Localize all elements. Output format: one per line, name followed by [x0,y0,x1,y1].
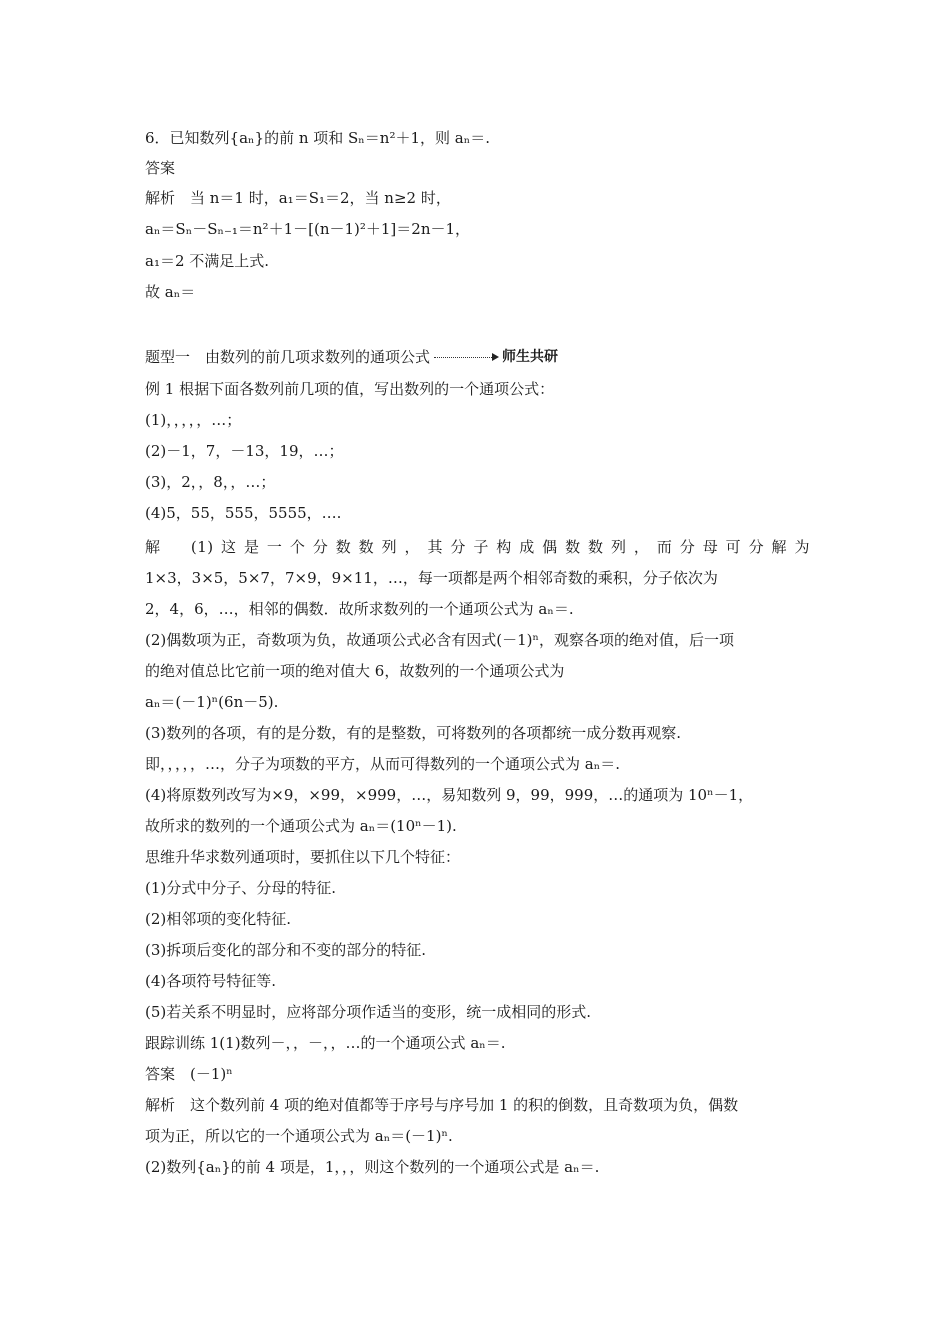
insight-item-5: (5)若关系不明显时，应将部分项作适当的变形，统一成相同的形式. [145,1003,592,1021]
practice-1-answer: 答案 (－1)ⁿ [145,1065,233,1083]
problem-6-statement: 6．已知数列{aₙ}的前 n 项和 Sₙ＝n²＋1，则 aₙ＝. [145,129,490,147]
dotted-arrow-icon [434,357,492,358]
insight-item-1: (1)分式中分子、分母的特征. [145,879,337,897]
insight-item-4: (4)各项符号特征等. [145,972,277,990]
example-1-item-4: (4)5，55，555，5555，…. [145,504,342,522]
solution-4-line-1: (4)将原数列改写为×9，×99，×999，…，易知数列 9，99，999，…的通项为 10ⁿ－1， [145,786,754,804]
practice-1-statement: 跟踪训练 1(1)数列－，，－，，…的一个通项公式 aₙ＝. [145,1034,506,1052]
example-1-item-2: (2)－1，7，－13，19，…； [145,442,344,460]
example-1-item-3: (3)，2，，8，，…； [145,473,276,491]
solution-1-line-1: 解 (1)这是一个分数数列，其分子构成偶数数列，而分母可分解为 [145,538,810,556]
practice-1-analysis-line-1: 解析 这个数列前 4 项的绝对值都等于序号与序号加 1 的积的倒数，且奇数项为负，偶数 [145,1096,739,1114]
analysis-conclusion: 故 aₙ＝ [145,283,196,301]
solution-1-line-2: 1×3，3×5，5×7，7×9，9×11，…，每一项都是两个相邻奇数的乘积，分子依次为 [145,569,718,587]
solution-3-line-1: (3)数列的各项，有的是分数，有的是整数，可将数列的各项都统一成分数再观察. [145,724,682,742]
insight-heading: 思维升华求数列通项时，要抓住以下几个特征： [145,848,461,866]
insight-item-3: (3)拆项后变化的部分和不变的部分的特征. [145,941,427,959]
example-1-item-1: (1)，，，，，…； [145,411,242,429]
solution-2-line-1: (2)偶数项为正，奇数项为负，故通项公式必含有因式(－1)ⁿ，观察各项的绝对值，后一项 [145,631,734,649]
solution-2-line-2: 的绝对值总比它前一项的绝对值大 6，故数列的一个通项公式为 [145,662,565,680]
solution-4-line-2: 故所求的数列的一个通项公式为 aₙ＝(10ⁿ－1). [145,817,457,835]
solution-2-line-3: aₙ＝(－1)ⁿ(6n－5). [145,693,279,711]
section-heading [145,347,810,367]
insight-item-2: (2)相邻项的变化特征. [145,910,292,928]
practice-2-statement: (2)数列{aₙ}的前 4 项是，1，，，则这个数列的一个通项公式是 aₙ＝. [145,1158,600,1176]
analysis-line-3: a₁＝2 不满足上式. [145,252,270,270]
section-heading-text: 题型一 由数列的前几项求数列的通项公式 [145,348,431,366]
solution-1-line-3: 2，4，6，…，相邻的偶数．故所求数列的一个通项公式为 aₙ＝. [145,600,574,618]
analysis-line-1: 解析 当 n＝1 时，a₁＝S₁＝2，当 n≥2 时， [145,189,451,207]
answer-label: 答案 [145,159,176,177]
practice-1-analysis-line-2: 项为正，所以它的一个通项公式为 aₙ＝(－1)ⁿ. [145,1127,453,1145]
section-tag: 师生共研 [502,349,559,365]
arrow-head-icon [492,353,499,361]
example-1-statement: 例 1 根据下面各数列前几项的值，写出数列的一个通项公式： [145,380,555,398]
solution-3-line-2: 即，，，，，…，分子为项数的平方，从而可得数列的一个通项公式为 aₙ＝. [145,755,620,773]
analysis-line-2: aₙ＝Sₙ－Sₙ₋₁＝n²＋1－[(n－1)²＋1]＝2n－1， [145,220,471,238]
